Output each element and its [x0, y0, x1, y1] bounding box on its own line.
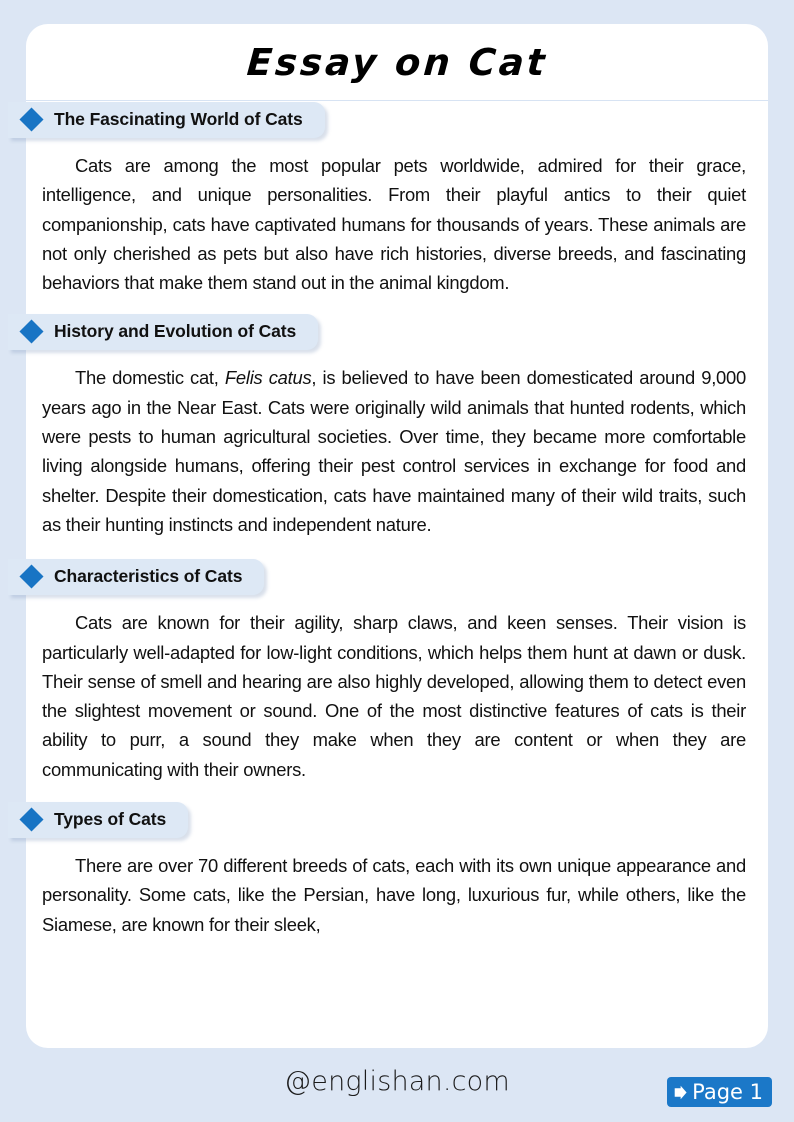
- section-the-fascinating-world-of-cats: [26, 102, 768, 297]
- diamond-bullet-icon: [19, 808, 43, 832]
- page-number-badge: [667, 1077, 772, 1107]
- page-footer: [0, 1060, 794, 1122]
- section-heading-label: Types of Cats: [54, 809, 167, 830]
- section-heading-label: Characteristics of Cats: [54, 566, 243, 587]
- section-paragraph: [26, 151, 768, 297]
- paragraph-text: Cats are known for their agility, sharp claws, and keen senses. Their vision is particularly well-adapted for low-light conditions, which helps them hunt at dawn or dusk. Their sense of smell and hearing are also highly developed, allowing them to detect even the slightest movement or sound. One of the most distinctive features of cats is their ability to purr, a sound they make when they are content or when they are communicating with their owners.: [42, 612, 746, 780]
- section-history-and-evolution-of-cats: [26, 314, 768, 539]
- diamond-bullet-icon: [19, 320, 43, 344]
- document-content: [26, 102, 768, 939]
- paragraph-text-rest: , is believed to have been domesticated around 9,000 years ago in the Near East. Cats were originally wild animals that hunted rodents, which were pests to human agricultural societies. Over time, they became more comfortable living alongside humans, offering their pest control services in exchange for food and shelter. Despite their domestication, cats have maintained many of their wild traits, such as their hunting instincts and independent nature.: [42, 367, 746, 535]
- arrow-right-icon: [673, 1084, 690, 1101]
- section-paragraph: [26, 363, 768, 539]
- section-paragraph: [26, 851, 768, 939]
- section-heading-badge: [8, 314, 318, 350]
- section-heading-label: History and Evolution of Cats: [54, 321, 297, 342]
- section-types-of-cats: [26, 802, 768, 939]
- section-heading-badge: [8, 559, 264, 595]
- page-number-label: Page 1: [692, 1079, 763, 1104]
- diamond-bullet-icon: [19, 107, 43, 131]
- paragraph-text: Cats are among the most popular pets worldwide, admired for their grace, intelligence, and unique personalities. From their playful antics to their quiet companionship, cats have captivated humans for thousands of years. These animals are not only cherished as pets but also have rich histories, diverse breeds, and fascinating behaviors that make them stand out in the animal kingdom.: [42, 155, 746, 294]
- section-paragraph: [26, 608, 768, 784]
- section-heading-badge: [8, 102, 325, 138]
- diamond-bullet-icon: [19, 565, 43, 589]
- page-title: Essay on Cat: [245, 40, 549, 84]
- document-title-area: [26, 24, 768, 101]
- paragraph-text-lead: The domestic cat,: [75, 367, 225, 389]
- section-heading-label: The Fascinating World of Cats: [54, 109, 303, 129]
- site-credit: @englishan.com: [284, 1066, 510, 1097]
- paragraph-text: There are over 70 different breeds of cats, each with its own unique appearance and personality. Some cats, like the Persian, have long, luxurious fur, while others, like the Siamese, are known for their sleek,: [42, 855, 746, 935]
- species-name-italic: Felis catus: [224, 367, 312, 389]
- section-heading-badge: [8, 802, 188, 838]
- section-characteristics-of-cats: [26, 559, 768, 784]
